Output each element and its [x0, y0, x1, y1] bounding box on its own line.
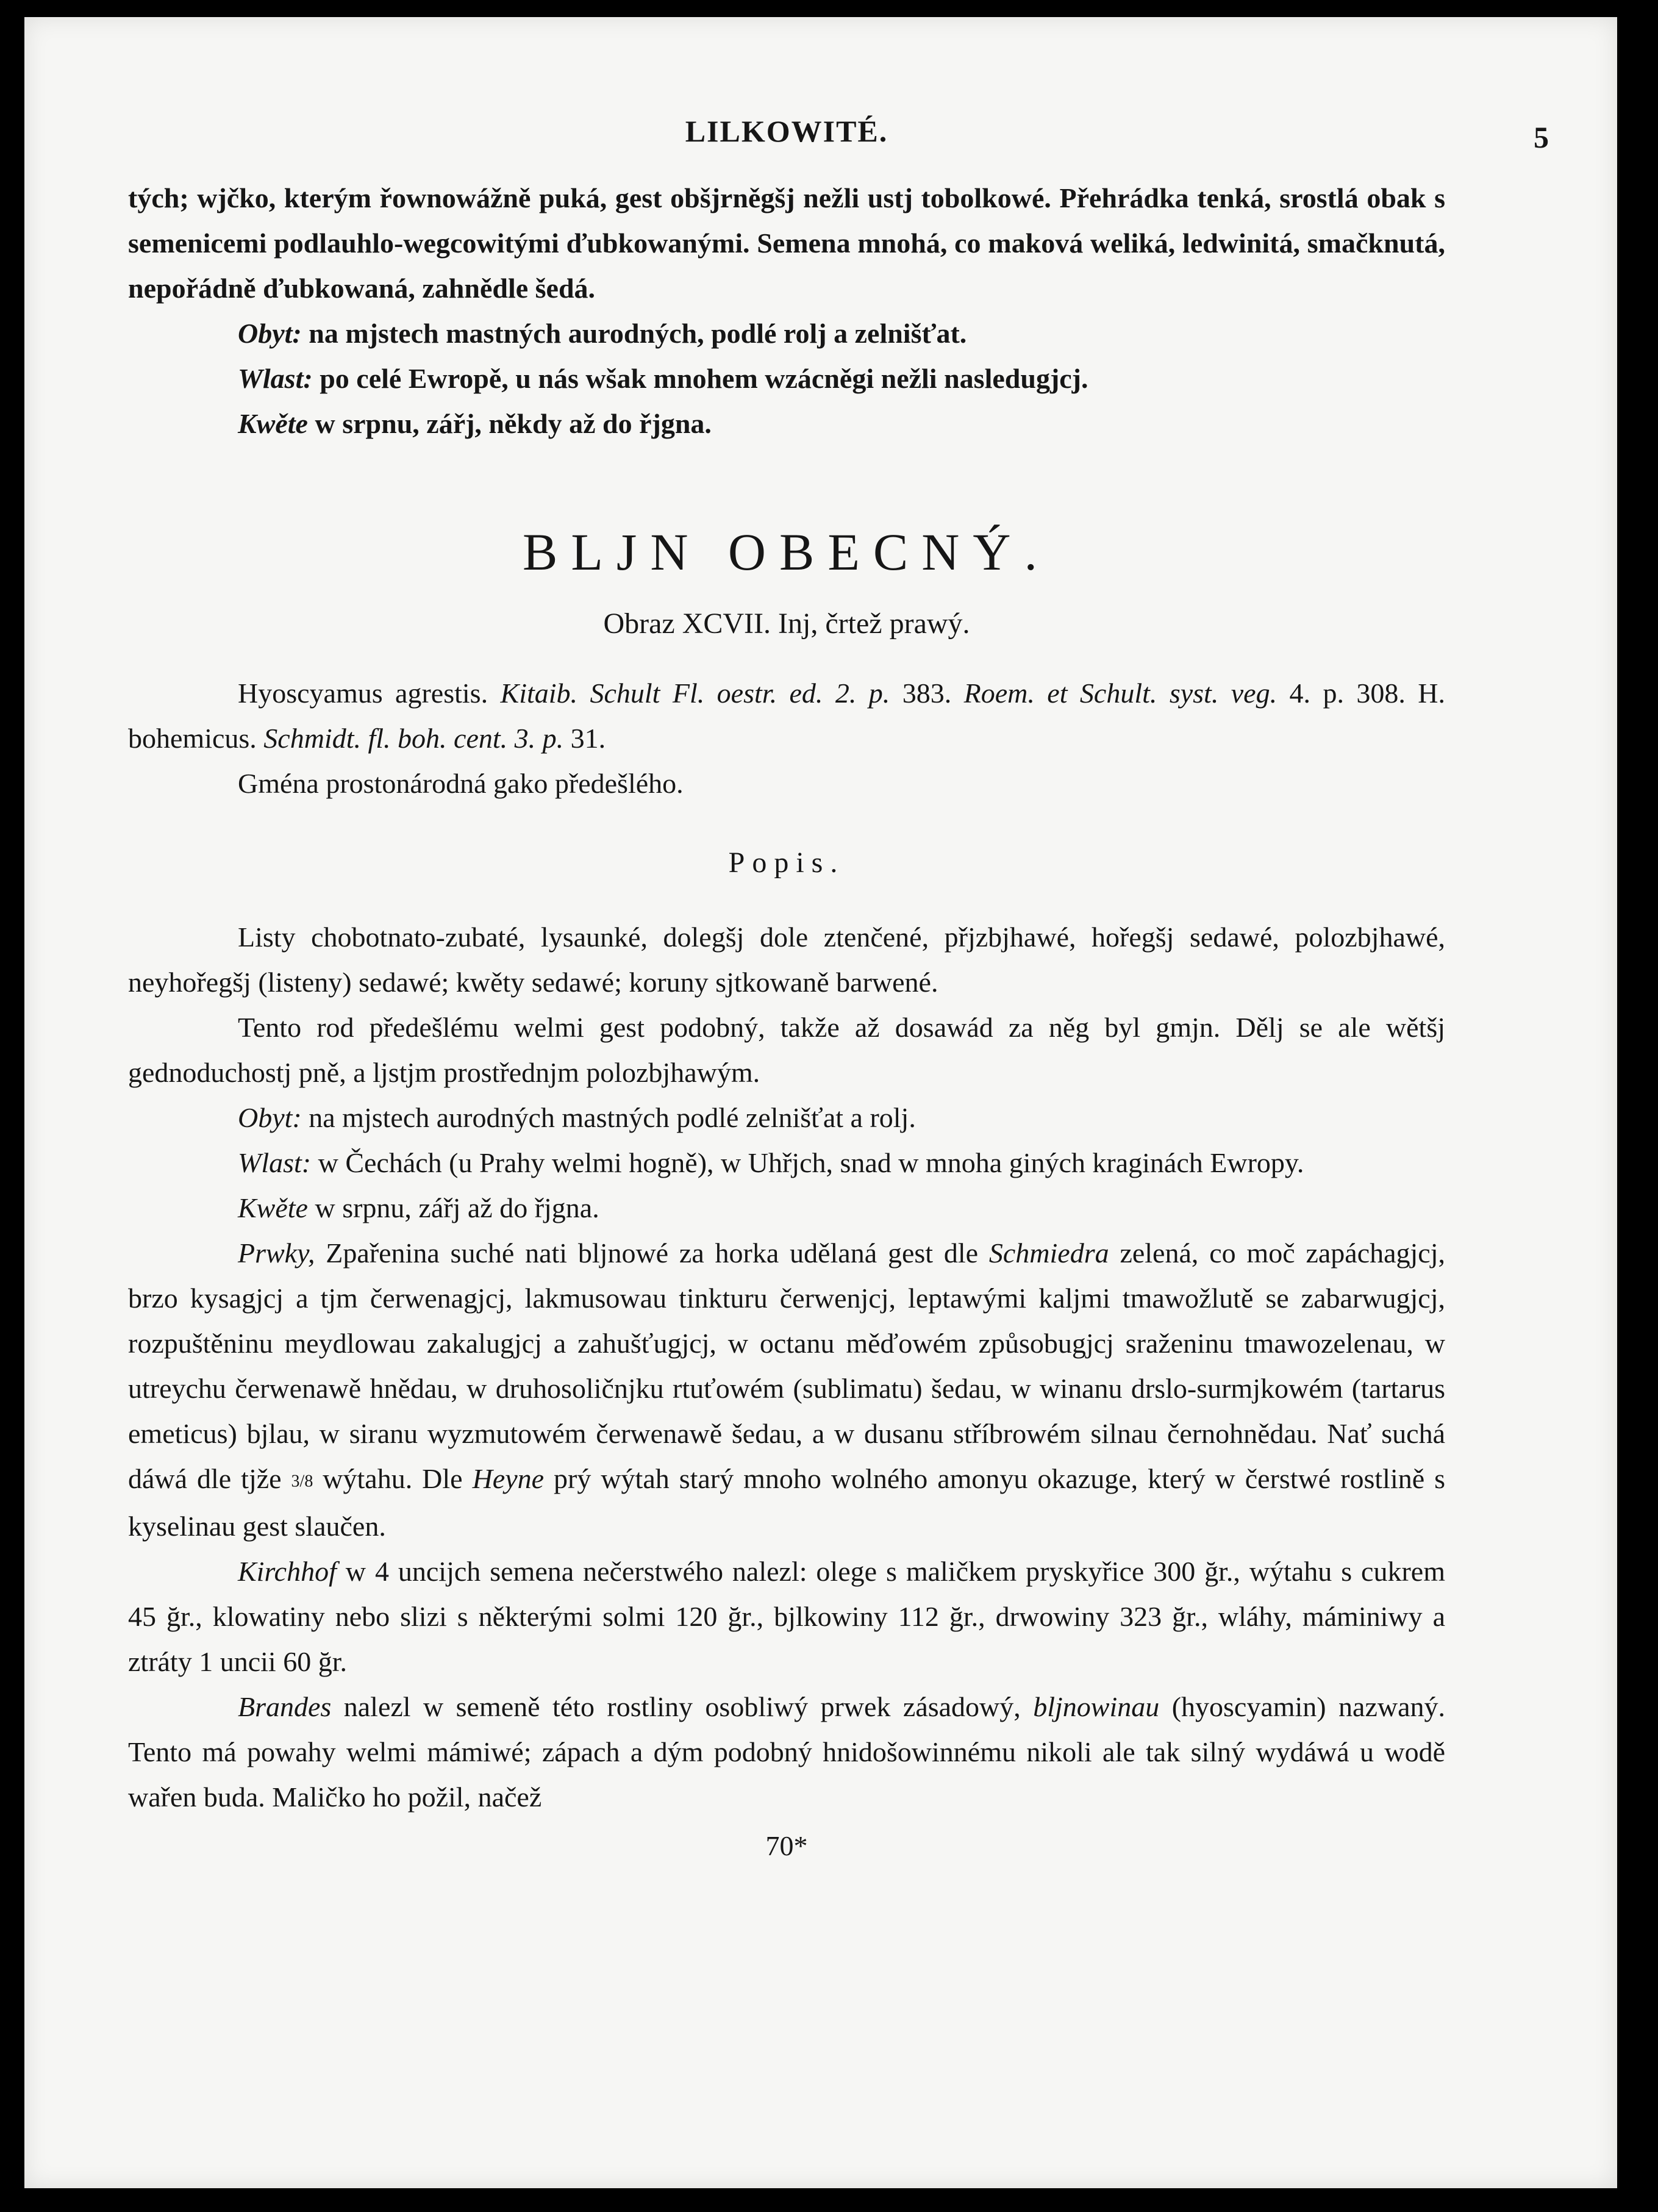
synonymy-citation-3: Schmidt. fl. boh. cent. 3. p. [263, 723, 564, 754]
synonymy-citation-1: Kitaib. Schult Fl. oestr. ed. 2. p. [500, 678, 890, 709]
habitat-line-2 [128, 1095, 1445, 1140]
description-paragraph-2: Tento rod předešlému welmi gest podobný, takže až dosawád za něg byl gmjn. Dělj se ale wětšj gednoduchostj pně, a ljstjm prostřednjm polozbjhawým. [128, 1012, 1445, 1088]
running-title: LILKOWITÉ. [685, 114, 888, 148]
author-heyne: Heyne [472, 1463, 545, 1494]
term-bljnowinau: bljnowinau [1033, 1691, 1160, 1723]
author-kirchhof: Kirchhof [238, 1556, 337, 1587]
kirchhof-text: w 4 uncijch semena nečerstwého nalezl: olege s maličkem pryskyřice 300 ğr., wýtahu s cukrem 45 ğr., klowatiny nebo slizi s některými solmi 120 ğr., bjlkowiny 112 ğr., drwowiny 323 ğr., wláhy, máminiwy a ztráty 1 uncii 60 ğr. [128, 1556, 1445, 1678]
synonymy-page-2: 4. p. 308. H. bohemicus. [128, 678, 1446, 754]
flowering-label: Kwěte [238, 408, 308, 439]
author-brandes: Brandes [238, 1691, 332, 1723]
plate-reference: Obraz XCVII. Inj, črtež prawý. [603, 607, 970, 640]
synonymy-paragraph [128, 671, 1445, 761]
running-header [128, 109, 1549, 176]
page-number: 5 [1534, 120, 1549, 154]
section-heading: BLJN OBECNÝ. [522, 523, 1051, 581]
flowering-label-2: Kwěte [238, 1192, 308, 1223]
habitat-label: Obyt: [238, 318, 302, 349]
range-line-2 [128, 1140, 1445, 1186]
range-line [128, 356, 1445, 401]
chemistry-text-3: wýtahu. Dle [323, 1463, 463, 1494]
brandes-paragraph [128, 1684, 1445, 1820]
range-label-2: Wlast: [238, 1147, 312, 1178]
chemistry-text-4: prý wýtah starý mnoho wolného amonyu okazuge, který w čerstwé rostlině s kyselinau gest slaučen. [128, 1463, 1446, 1542]
page-content [128, 109, 1549, 1869]
printer-signature: 70* [765, 1830, 808, 1862]
chemistry-text-2: zelená, co moč zapáchagjcj, brzo kysagjcj a tjm čerwenagjcj, lakmusowau tinkturu čerwenjcj, leptawými kaljmi tmawožlutě se zabarwugjcj, rozpuštěninu meydlowau zakalugjcj a zahušťugjcj, w octanu měďowém způsobugjcj sraženinu tmawozelenau, w utreychu čerwenawě hnědau, w druhosoličnjku rtuťowém (sublimatu) šedau, w winanu drslo-surmjkowém (tartarus emeticus) bjlau, w siranu wyzmutowém čerwenawě šedau, a w dusanu stříbrowém silnau černohnědau. Nať suchá dáwá dle tjže [128, 1237, 1445, 1494]
opening-paragraph: tých; wjčko, kterým řownowážně puká, gest obšjrněgšj nežli ustj tobolkowé. Přehrádka tenká, srostlá obak s semenicemi podlauhlo-wegcowitými ďubkowanými. Semena mnohá, co maková weliká, ledwinitá, smačknutá, nepořádně ďubkowaná, zahnědle šedá. [128, 182, 1445, 304]
fraction: 3/8 [291, 1472, 313, 1491]
description-heading: Popis. [728, 847, 845, 879]
range-text-2: w Čechách (u Prahy welmi hogně), w Uhřjch, snad w mnoha giných kraginách Ewropy. [318, 1147, 1304, 1178]
chemistry-paragraph [128, 1231, 1445, 1549]
page-sheet [24, 17, 1617, 2188]
chemistry-label: Prwky, [238, 1237, 315, 1269]
habitat-line [128, 311, 1445, 356]
range-text: po celé Ewropě, u nás wšak mnohem wzácněgi nežli nasledugjcj. [320, 363, 1088, 394]
brandes-text-2: (hyoscyamin) nazwaný. Tento má powahy welmi mámiwé; zápach a dým podobný hnidošowinnému nikoli ale tak silný wydáwá u wodě wařen buda. Maličko ho požil, načež [128, 1691, 1446, 1813]
author-schmiedra: Schmiedra [988, 1237, 1109, 1269]
habitat-text-2: na mjstech aurodných mastných podlé zelnišťat a rolj. [309, 1102, 916, 1133]
flowering-text-2: w srpnu, zářj až do řjgna. [315, 1192, 599, 1223]
habitat-label-2: Obyt: [238, 1102, 302, 1133]
synonymy-citation-2: Roem. et Schult. syst. veg. [963, 678, 1277, 709]
flowering-text: w srpnu, zářj, někdy až do řjgna. [315, 408, 712, 439]
description-paragraph-1: Listy chobotnato-zubaté, lysaunké, dolegšj dole ztenčené, přjzbjhawé, hořegšj sedawé, polozbjhawé, neyhořegšj (listeny) sedawé; kwěty sedawé; koruny sjtkowaně barwené. [128, 922, 1445, 998]
flowering-line [128, 401, 1445, 446]
flowering-line-2 [128, 1186, 1445, 1231]
synonymy-name: Hyoscyamus agrestis. [238, 678, 488, 709]
synonymy-page-1: 383. [902, 678, 952, 709]
range-label: Wlast: [238, 363, 313, 394]
synonymy-page-3: 31. [570, 723, 606, 754]
kirchhof-paragraph [128, 1549, 1445, 1684]
vernacular-names: Gména prostonárodná gako předešlého. [238, 768, 684, 799]
chemistry-text-1: Zpařenina suché nati bljnowé za horka udělaná gest dle [326, 1237, 979, 1269]
habitat-text: na mjstech mastných aurodných, podlé rolj a zelnišťat. [309, 318, 967, 349]
brandes-text-1: nalezl w semeně této rostliny osobliwý prwek zásadowý, [343, 1691, 1021, 1723]
